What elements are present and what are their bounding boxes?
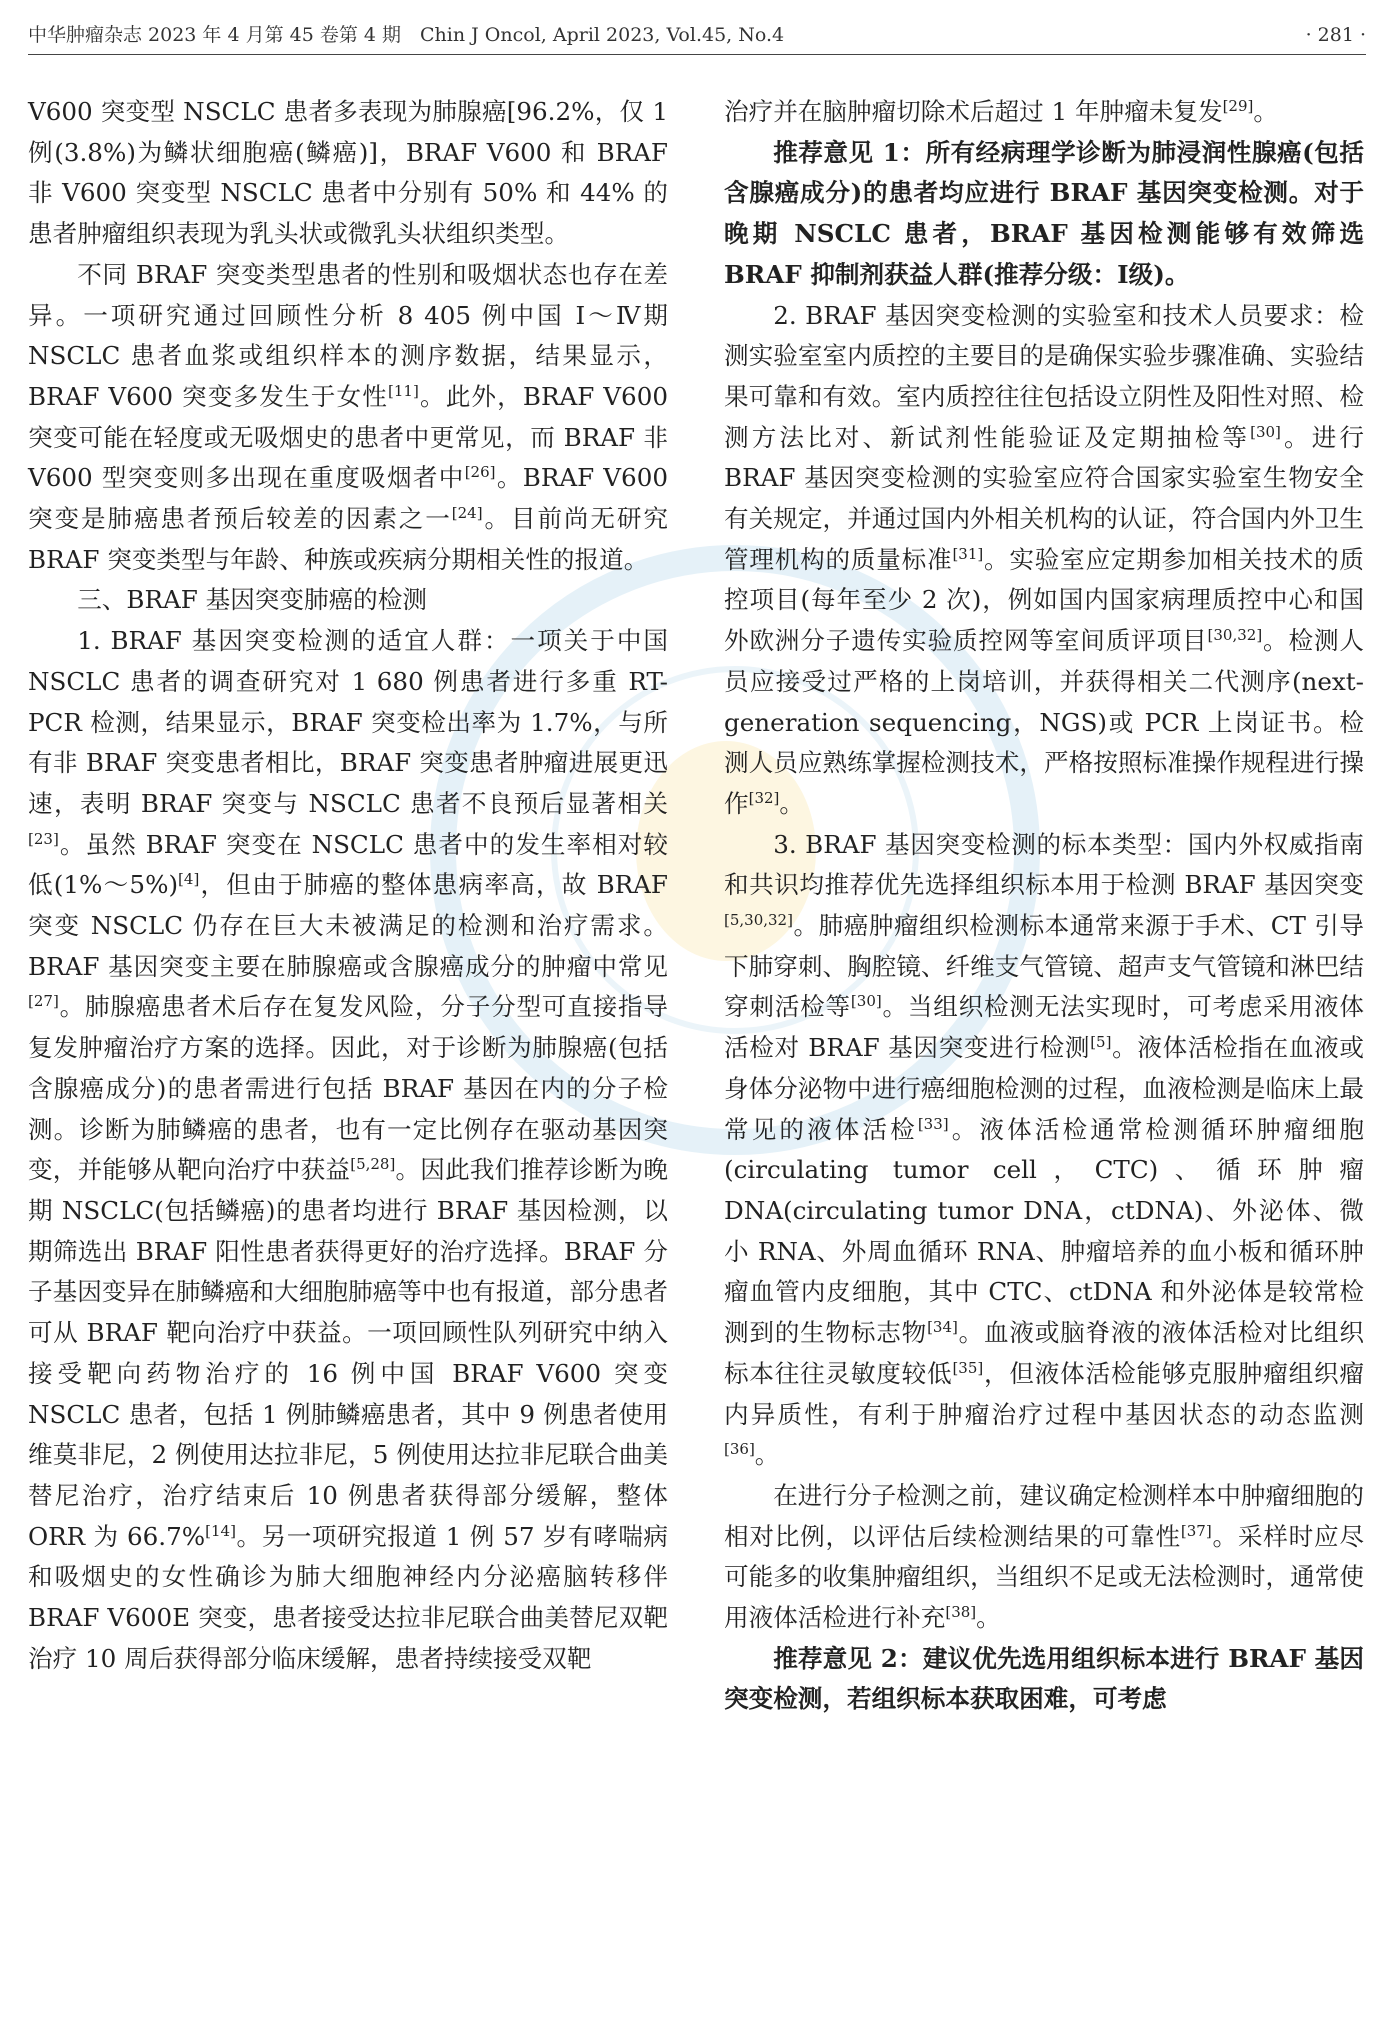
page-number: · 281 · bbox=[1305, 24, 1366, 46]
right-column bbox=[724, 92, 1364, 1720]
citation: [4] bbox=[178, 870, 200, 889]
citation: [32] bbox=[748, 788, 780, 807]
header-divider bbox=[28, 54, 1366, 55]
left-column bbox=[28, 92, 668, 1679]
citation: [26] bbox=[464, 463, 496, 482]
paragraph: 在进行分子检测之前，建议确定检测样本中肿瘤细胞的相对比例，以评估后续检测结果的可靠性[37]。采样时应尽可能多的收集肿瘤组织，当组织不足或无法检测时，通常使用液体活检进行补充[38]。 bbox=[724, 1480, 1364, 1633]
paragraph: 2. BRAF 基因突变检测的实验室和技术人员要求：检测实验室室内质控的主要目的是确保实验步骤准确、实验结果可靠和有效。室内质控往往包括设立阴性及阳性对照、检测方法比对、新试剂性能验证及定期抽检等[30]。进行 BRAF 基因突变检测的实验室应符合国家实验室生物安全有关规定，并通过国内外相关机构的认证，符合国内外卫生管理机构的质量标准[31]。实验室应定期参加相关技术的质控项目(每年至少 2 次)，例如国内国家病理质控中心和国外欧洲分子遗传实验质控网等室间质评项目[30,32]。检测人员应接受过严格的上岗培训，并获得相关二代测序(next-generation sequencing，NGS)或 PCR 上岗证书。检测人员应熟练掌握检测技术，严格按照标准操作规程进行操作[32]。 bbox=[724, 300, 1364, 818]
citation: [34] bbox=[927, 1317, 958, 1336]
citation: [11] bbox=[388, 381, 419, 400]
citation: [5] bbox=[1090, 1032, 1112, 1051]
citation: [31] bbox=[952, 544, 984, 563]
citation: [33] bbox=[917, 1114, 949, 1133]
citation: [30] bbox=[1250, 422, 1281, 441]
running-header bbox=[28, 22, 1366, 48]
paragraph: 1. BRAF 基因突变检测的适宜人群：一项关于中国 NSCLC 患者的调查研究对 1 680 例患者进行多重 RT-PCR 检测，结果显示，BRAF 突变检出率为 1.7%，与所有非 BRAF 突变患者相比，BRAF 突变患者肿瘤进展更迅速，表明 BRAF 突变与 NSCLC 患者不良预后显著相关[23]。虽然 BRAF 突变在 NSCLC 患者中的发生率相对较低(1%～5%)[4]，但由于肺癌的整体患病率高，故 BRAF 突变 NSCLC 仍存在巨大未被满足的检测和治疗需求。BRAF 基因突变主要在肺腺癌或含腺癌成分的肿瘤中常见[27]。肺腺癌患者术后存在复发风险，分子分型可直接指导复发肿瘤治疗方案的选择。因此，对于诊断为肺腺癌(包括含腺癌成分)的患者需进行包括 BRAF 基因在内的分子检测。诊断为肺鳞癌的患者，也有一定比例存在驱动基因突变，并能够从靶向治疗中获益[5,28]。因此我们推荐诊断为晚期 NSCLC(包括鳞癌)的患者均进行 BRAF 基因检测，以期筛选出 BRAF 阳性患者获得更好的治疗选择。BRAF 分子基因变异在肺鳞癌和大细胞肺癌等中也有报道，部分患者可从 BRAF 靶向治疗中获益。一项回顾性队列研究中纳入接受靶向药物治疗的 16 例中国 BRAF V600 突变 NSCLC 患者，包括 1 例肺鳞癌患者，其中 9 例患者使用维莫非尼，2 例使用达拉非尼，5 例使用达拉非尼联合曲美替尼治疗，治疗结束后 10 例患者获得部分缓解，整体 ORR 为 66.7%[14]。另一项研究报道 1 例 57 岁有哮喘病和吸烟史的女性确诊为肺大细胞神经内分泌癌脑转移伴 BRAF V600E 突变，患者接受达拉非尼联合曲美替尼双靶治疗 10 周后获得部分临床缓解，患者持续接受双靶 bbox=[28, 626, 669, 1673]
citation: [5,28] bbox=[350, 1155, 396, 1174]
paragraph: 治疗并在脑肿瘤切除术后超过 1 年肿瘤未复发[29]。 bbox=[724, 96, 1278, 126]
citation: [14] bbox=[205, 1521, 236, 1540]
citation: [24] bbox=[451, 503, 483, 522]
section-heading: 三、BRAF 基因突变肺癌的检测 bbox=[77, 585, 427, 615]
citation: [30,32] bbox=[1207, 625, 1263, 644]
paragraph: V600 突变型 NSCLC 患者多表现为肺腺癌[96.2%，仅 1 例(3.8%)为鳞状细胞癌(鳞癌)]，BRAF V600 和 BRAF 非 V600 突变型 NSCLC 患者中分别有 50% 和 44% 的患者肿瘤组织表现为乳头状或微乳头状组织类型。 bbox=[28, 97, 668, 249]
citation: [36] bbox=[724, 1440, 755, 1459]
paragraph: 3. BRAF 基因突变检测的标本类型：国内外权威指南和共识均推荐优先选择组织标本用于检测 BRAF 基因突变[5,30,32]。肺癌肿瘤组织检测标本通常来源于手术、CT 引导下肺穿刺、胸腔镜、纤维支气管镜、超声支气管镜和淋巴结穿刺活检等[30]。当组织检测无法实现时，可考虑采用液体活检对 BRAF 基因突变进行检测[5]。液体活检指在血液或身体分泌物中进行癌细胞检测的过程，血液检测是临床上最常见的液体活检[33]。液体活检通常检测循环肿瘤细胞(circulating tumor cell，CTC)、循环肿瘤 DNA(circulating tumor DNA，ctDNA)、外泌体、微小 RNA、外周血循环 RNA、肿瘤培养的血小板和循环肿瘤血管内皮细胞，其中 CTC、ctDNA 和外泌体是较常检测到的生物标志物[34]。血液或脑脊液的液体活检对比组织标本往往灵敏度较低[35]，但液体活检能够克服肿瘤组织瘤内异质性，有利于肿瘤治疗过程中基因状态的动态监测[36]。 bbox=[724, 829, 1364, 1470]
citation: [5,30,32] bbox=[724, 910, 793, 929]
citation: [30] bbox=[850, 992, 882, 1011]
citation: [27] bbox=[28, 992, 59, 1011]
citation: [37] bbox=[1180, 1521, 1212, 1540]
citation: [35] bbox=[952, 1358, 984, 1377]
recommendation-1: 推荐意见 1：所有经病理学诊断为肺浸润性腺癌(包括含腺癌成分)的患者均应进行 BRAF 基因突变检测。对于晚期 NSCLC 患者，BRAF 基因检测能够有效筛选 BRAF 抑制剂获益人群(推荐分级：Ⅰ级)。 bbox=[724, 137, 1364, 289]
citation: [29] bbox=[1222, 96, 1254, 115]
recommendation-2: 推荐意见 2：建议优先选用组织标本进行 BRAF 基因突变检测，若组织标本获取困难，可考虑 bbox=[724, 1643, 1364, 1714]
citation: [23] bbox=[28, 829, 59, 848]
citation: [38] bbox=[945, 1602, 977, 1621]
paragraph: 不同 BRAF 突变类型患者的性别和吸烟状态也存在差异。一项研究通过回顾性分析 8 405 例中国 Ⅰ～Ⅳ期 NSCLC 患者血浆或组织样本的测序数据，结果显示，BRAF V600 突变多发生于女性[11]。此外，BRAF V600 突变可能在轻度或无吸烟史的患者中更常见，而 BRAF 非 V600 型突变则多出现在重度吸烟者中[26]。BRAF V600 突变是肺癌患者预后较差的因素之一[24]。目前尚无研究 BRAF 突变类型与年龄、种族或疾病分期相关性的报道。 bbox=[28, 259, 669, 574]
journal-citation: 中华肿瘤杂志 2023 年 4 月第 45 卷第 4 期 Chin J Oncol, April 2023, Vol.45, No.4 bbox=[28, 24, 785, 46]
